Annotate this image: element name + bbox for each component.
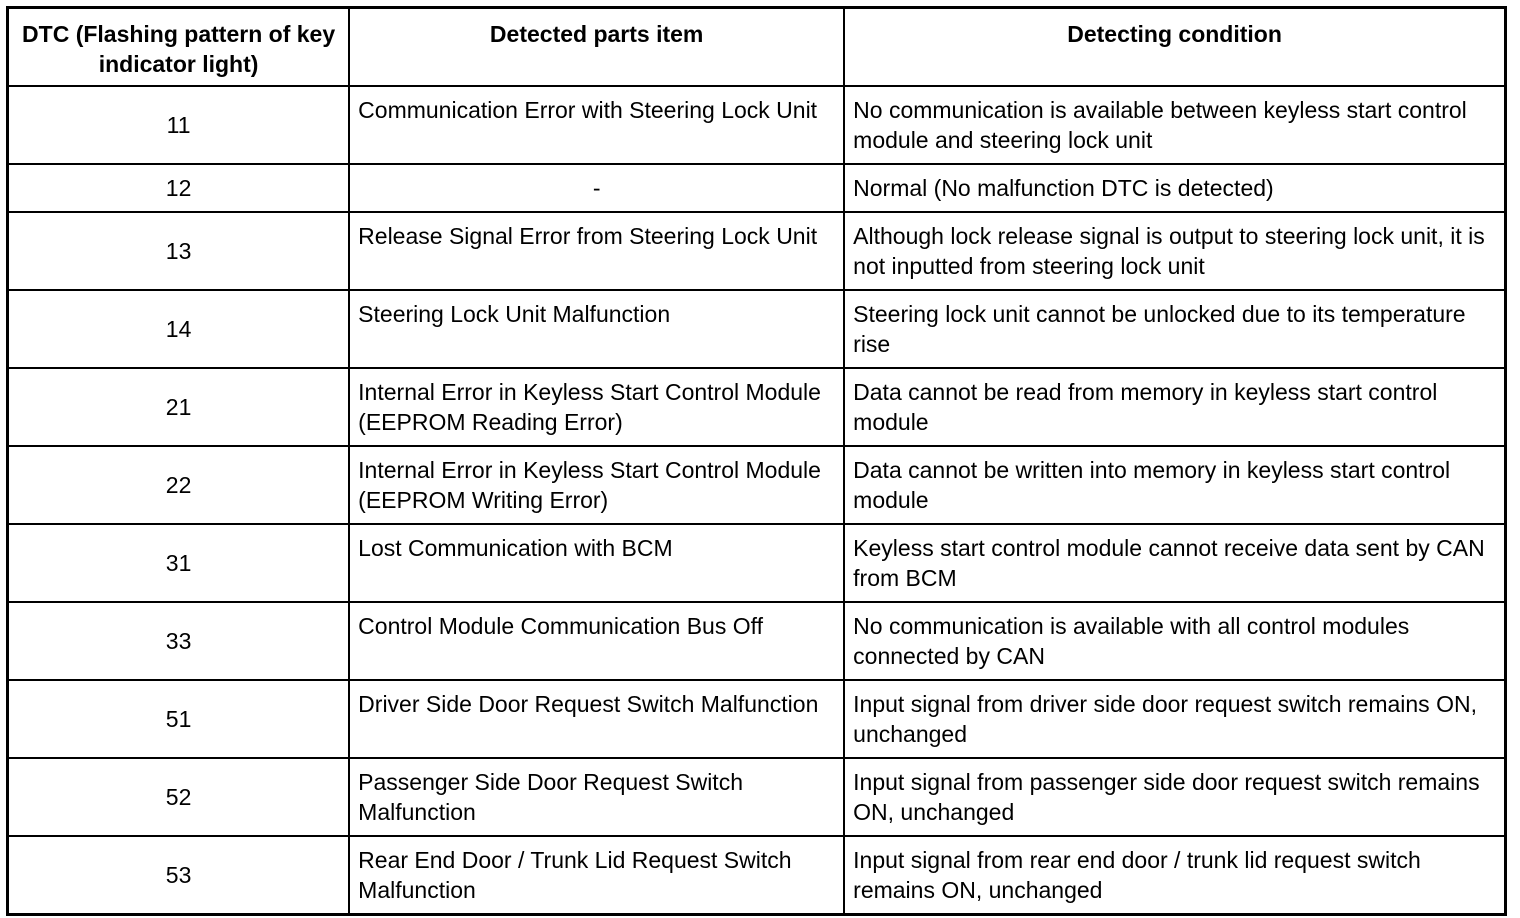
dtc-code: 31 [8,524,350,602]
detecting-condition: Normal (No malfunction DTC is detected) [844,164,1505,212]
table-row [8,446,1506,524]
table-row [8,368,1506,446]
header-row [8,8,1506,87]
dtc-table [6,6,1507,916]
dtc-code: 53 [8,836,350,914]
detecting-condition: Steering lock unit cannot be unlocked due to its temperature rise [844,290,1505,368]
detecting-condition: Data cannot be written into memory in keyless start control module [844,446,1505,524]
detected-part: Release Signal Error from Steering Lock Unit [349,212,844,290]
detecting-condition: Input signal from rear end door / trunk lid request switch remains ON, unchanged [844,836,1505,914]
header-detected-parts-item: Detected parts item [349,8,844,87]
dtc-code: 14 [8,290,350,368]
table-row [8,86,1506,164]
detected-part: Communication Error with Steering Lock Unit [349,86,844,164]
table-row [8,164,1506,212]
table-row [8,758,1506,836]
detecting-condition: Data cannot be read from memory in keyless start control module [844,368,1505,446]
detected-part: Rear End Door / Trunk Lid Request Switch Malfunction [349,836,844,914]
detecting-condition: Although lock release signal is output to steering lock unit, it is not inputted from steering lock unit [844,212,1505,290]
detecting-condition: Keyless start control module cannot receive data sent by CAN from BCM [844,524,1505,602]
header-detecting-condition: Detecting condition [844,8,1505,87]
detected-part: Passenger Side Door Request Switch Malfunction [349,758,844,836]
dtc-code: 33 [8,602,350,680]
detecting-condition: No communication is available with all control modules connected by CAN [844,602,1505,680]
detected-part: Control Module Communication Bus Off [349,602,844,680]
detecting-condition: No communication is available between keyless start control module and steering lock unit [844,86,1505,164]
detected-part: Driver Side Door Request Switch Malfunction [349,680,844,758]
table-row [8,602,1506,680]
detecting-condition: Input signal from driver side door request switch remains ON, unchanged [844,680,1505,758]
table-row [8,680,1506,758]
dtc-code: 11 [8,86,350,164]
detecting-condition: Input signal from passenger side door request switch remains ON, unchanged [844,758,1505,836]
dtc-code: 22 [8,446,350,524]
dtc-code: 21 [8,368,350,446]
detected-part: Steering Lock Unit Malfunction [349,290,844,368]
table-row [8,524,1506,602]
table-row [8,290,1506,368]
dtc-code: 13 [8,212,350,290]
detected-part: Internal Error in Keyless Start Control Module (EEPROM Reading Error) [349,368,844,446]
dtc-code: 12 [8,164,350,212]
dtc-code: 52 [8,758,350,836]
detected-part: Internal Error in Keyless Start Control Module (EEPROM Writing Error) [349,446,844,524]
detected-part: Lost Communication with BCM [349,524,844,602]
header-dtc: DTC (Flashing pattern of key indicator light) [8,8,350,87]
table-row [8,836,1506,914]
dtc-code: 51 [8,680,350,758]
table-row [8,212,1506,290]
detected-part: - [349,164,844,212]
